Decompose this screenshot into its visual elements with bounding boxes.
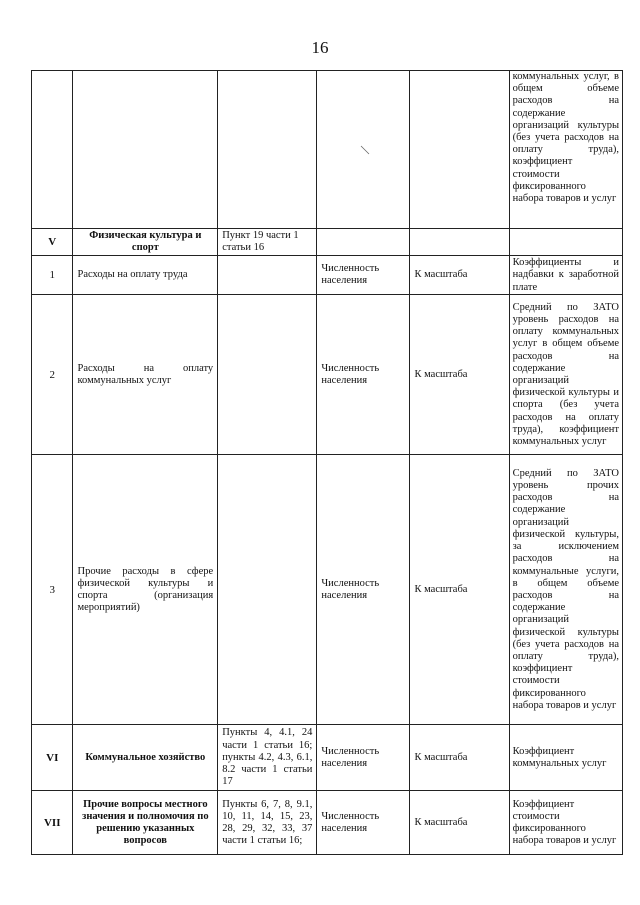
table-row bbox=[32, 256, 623, 295]
page-number: 16 bbox=[311, 38, 329, 57]
row-number: 3 bbox=[32, 455, 73, 725]
row-number: V bbox=[32, 229, 73, 256]
row-name: Расходы на оплату коммунальных услуг bbox=[73, 295, 218, 455]
row-basis bbox=[218, 295, 317, 455]
row-method: К масштаба bbox=[410, 725, 509, 791]
row-coefficient: Коэффициент коммунальных услуг bbox=[509, 725, 622, 791]
row-method: К масштаба bbox=[410, 791, 509, 855]
row-basis: Пункты 6, 7, 8, 9.1, 10, 11, 14, 15, 23, 28, 29, 32, 33, 37 части 1 статьи 16; bbox=[218, 791, 317, 855]
row-name: Расходы на оплату труда bbox=[73, 256, 218, 295]
row-coefficient: Коэффициенты и надбавки к заработной плате bbox=[509, 256, 622, 295]
row-basis: Пункт 19 части 1 статьи 16 bbox=[218, 229, 317, 256]
table-row bbox=[32, 71, 623, 229]
row-basis: Пункты 4, 4.1, 24 части 1 статьи 16; пункты 4.2, 4.3, 6.1, 8.2 части 1 статьи 17 bbox=[218, 725, 317, 791]
row-coefficient: коммунальных услуг, в общем объеме расходов на содержание организаций культуры (без учета расходов на оплату труда), коэффициент стоимости фиксированного набора товаров и услуг bbox=[509, 71, 622, 229]
row-indicator bbox=[317, 229, 410, 256]
row-indicator: Численность населения bbox=[317, 725, 410, 791]
row-name: Прочие вопросы местного значения и полномочия по решению указанных вопросов bbox=[73, 791, 218, 855]
row-name: Коммунальное хозяйство bbox=[73, 725, 218, 791]
row-name bbox=[73, 71, 218, 229]
row-indicator: Численность населения bbox=[317, 295, 410, 455]
row-indicator: Численность населения bbox=[317, 791, 410, 855]
row-method: К масштаба bbox=[410, 256, 509, 295]
row-coefficient: Средний по ЗАТО уровень прочих расходов на содержание организаций физической культуры, за исключением расходов на коммунальные услуги, в общем объеме расходов на содержание организаций физической культуры (без учета расходов на оплату труда), коэффициент стоимости фиксированного набора товаров и услуг bbox=[509, 455, 622, 725]
row-number: VI bbox=[32, 725, 73, 791]
row-method: К масштаба bbox=[410, 295, 509, 455]
table-row bbox=[32, 791, 623, 855]
row-method: К масштаба bbox=[410, 455, 509, 725]
row-number: VII bbox=[32, 791, 73, 855]
table-row bbox=[32, 725, 623, 791]
row-basis bbox=[218, 455, 317, 725]
row-method bbox=[410, 229, 509, 256]
row-indicator: Численность населения bbox=[317, 256, 410, 295]
table-row bbox=[32, 295, 623, 455]
row-number: 2 bbox=[32, 295, 73, 455]
row-indicator: Численность населения bbox=[317, 455, 410, 725]
row-basis bbox=[218, 256, 317, 295]
row-name: Физическая культура и спорт bbox=[73, 229, 218, 256]
row-coefficient bbox=[509, 229, 622, 256]
row-basis bbox=[218, 71, 317, 229]
row-coefficient: Коэффициент стоимости фиксированного набора товаров и услуг bbox=[509, 791, 622, 855]
expenditure-table bbox=[31, 70, 623, 855]
row-method bbox=[410, 71, 509, 229]
table-row bbox=[32, 229, 623, 256]
stray-mark bbox=[360, 145, 370, 155]
row-number bbox=[32, 71, 73, 229]
row-name: Прочие расходы в сфере физической культуры и спорта (организация мероприятий) bbox=[73, 455, 218, 725]
row-coefficient: Средний по ЗАТО уровень расходов на оплату коммунальных услуг в общем объеме расходов на содержание организаций физической культуры и спорта (без учета расходов на оплату труда), коэффициент коммунальных услуг bbox=[509, 295, 622, 455]
table-row bbox=[32, 455, 623, 725]
row-number: 1 bbox=[32, 256, 73, 295]
